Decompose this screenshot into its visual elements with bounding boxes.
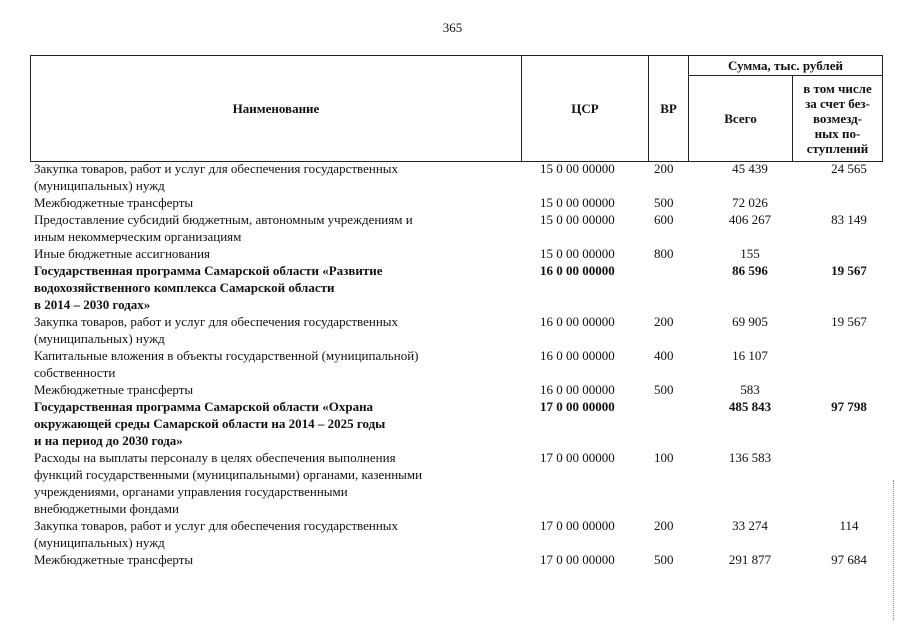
header-sum: Сумма, тыс. рублей (689, 56, 883, 76)
scan-edge-mark (893, 480, 900, 620)
row-csr: 17 0 00 00000 (540, 450, 615, 465)
row-name (34, 449, 504, 517)
row-free: 24 565 (831, 161, 867, 176)
row-free: 114 (839, 518, 859, 533)
row-free: 19 567 (831, 263, 867, 278)
row-name-line: Предоставление субсидий бюджетным, автономным учреждениям и (34, 212, 413, 227)
row-name-line: Закупка товаров, работ и услуг для обеспечения государственных (34, 314, 399, 329)
table-row (34, 262, 894, 313)
row-name-line: (муниципальных) нужд (34, 331, 165, 346)
table-row (34, 194, 894, 211)
row-total: 291 877 (728, 552, 772, 567)
row-name (34, 194, 504, 211)
row-name-line: Межбюджетные трансферты (34, 195, 194, 210)
table-row (34, 551, 894, 568)
row-name (34, 160, 504, 194)
row-csr: 15 0 00 00000 (540, 212, 615, 227)
row-name-line: внебюджетными фондами (34, 501, 179, 516)
row-name-line: учреждениями, органами управления государственными (34, 484, 348, 499)
row-csr: 15 0 00 00000 (540, 161, 615, 176)
row-name-line: и на период до 2030 года» (34, 433, 183, 448)
header-free-line: за счет без- (805, 96, 870, 111)
header-free-line: в том числе (803, 81, 872, 96)
row-vr: 500 (654, 382, 674, 397)
row-free: 83 149 (831, 212, 867, 227)
row-name (34, 245, 504, 262)
header-free-line: возмезд- (813, 111, 862, 126)
header-total: Всего (689, 76, 793, 162)
row-csr: 17 0 00 00000 (540, 399, 615, 414)
row-vr: 400 (654, 348, 674, 363)
row-free: 97 798 (831, 399, 867, 414)
row-free: 97 684 (831, 552, 867, 567)
table-row (34, 449, 894, 517)
row-name-line: (муниципальных) нужд (34, 178, 165, 193)
row-name-line: собственности (34, 365, 116, 380)
row-name-line: в 2014 – 2030 годах» (34, 297, 151, 312)
row-csr: 16 0 00 00000 (540, 348, 615, 363)
row-csr: 17 0 00 00000 (540, 518, 615, 533)
row-total: 45 439 (732, 161, 768, 176)
row-name-line: Иные бюджетные ассигнования (34, 246, 211, 261)
row-csr: 16 0 00 00000 (540, 314, 615, 329)
row-name (34, 313, 504, 347)
row-vr: 200 (654, 518, 674, 533)
header-free-line: ных по- (814, 126, 861, 141)
row-total: 583 (740, 382, 760, 397)
header-csr: ЦСР (522, 56, 649, 162)
row-total: 16 107 (732, 348, 768, 363)
table-header (30, 55, 883, 162)
row-name-line: окружающей среды Самарской области на 2014 – 2025 годы (34, 416, 386, 431)
row-vr: 800 (654, 246, 674, 261)
row-total: 406 267 (728, 212, 772, 227)
row-total: 86 596 (732, 263, 768, 278)
row-name (34, 211, 504, 245)
table-row (34, 313, 894, 347)
table-body (34, 160, 894, 568)
row-csr: 17 0 00 00000 (540, 552, 615, 567)
table-row (34, 211, 894, 245)
table-row (34, 517, 894, 551)
row-csr: 16 0 00 00000 (540, 263, 615, 278)
row-name-line: Межбюджетные трансферты (34, 552, 194, 567)
page-number: 365 (442, 20, 463, 35)
row-name (34, 517, 504, 551)
row-total: 33 274 (732, 518, 768, 533)
row-name-line: Межбюджетные трансферты (34, 382, 194, 397)
row-vr: 500 (654, 195, 674, 210)
row-name-line: иным некоммерческим организациям (34, 229, 242, 244)
row-csr: 16 0 00 00000 (540, 382, 615, 397)
row-csr: 15 0 00 00000 (540, 246, 615, 261)
row-name (34, 347, 504, 381)
row-csr: 15 0 00 00000 (540, 195, 615, 210)
row-vr: 100 (654, 450, 674, 465)
row-vr: 600 (654, 212, 674, 227)
header-name: Наименование (31, 56, 522, 162)
row-name (34, 551, 504, 568)
row-total: 136 583 (728, 450, 772, 465)
row-free: 19 567 (831, 314, 867, 329)
row-total: 485 843 (728, 399, 772, 414)
header-free (793, 76, 883, 162)
table-row (34, 381, 894, 398)
row-name-line: Капитальные вложения в объекты государственной (муниципальной) (34, 348, 419, 363)
table-row (34, 347, 894, 381)
row-name-line: Государственная программа Самарской области «Развитие (34, 263, 383, 278)
table-row (34, 398, 894, 449)
row-name (34, 381, 504, 398)
row-vr: 500 (654, 552, 674, 567)
row-name-line: Расходы на выплаты персоналу в целях обеспечения выполнения (34, 450, 396, 465)
header-vr: ВР (649, 56, 689, 162)
row-name-line: Закупка товаров, работ и услуг для обеспечения государственных (34, 161, 399, 176)
row-name (34, 398, 504, 449)
row-name-line: функций государственными (муниципальными) органами, казенными (34, 467, 423, 482)
row-vr: 200 (654, 161, 674, 176)
row-name (34, 262, 504, 313)
row-vr: 200 (654, 314, 674, 329)
row-total: 155 (740, 246, 760, 261)
row-name-line: водохозяйственного комплекса Самарской области (34, 280, 335, 295)
row-total: 72 026 (732, 195, 768, 210)
table-row (34, 245, 894, 262)
row-total: 69 905 (732, 314, 768, 329)
row-name-line: (муниципальных) нужд (34, 535, 165, 550)
row-name-line: Государственная программа Самарской области «Охрана (34, 399, 374, 414)
header-free-line: ступлений (806, 141, 869, 156)
row-name-line: Закупка товаров, работ и услуг для обеспечения государственных (34, 518, 399, 533)
table-row (34, 160, 894, 194)
